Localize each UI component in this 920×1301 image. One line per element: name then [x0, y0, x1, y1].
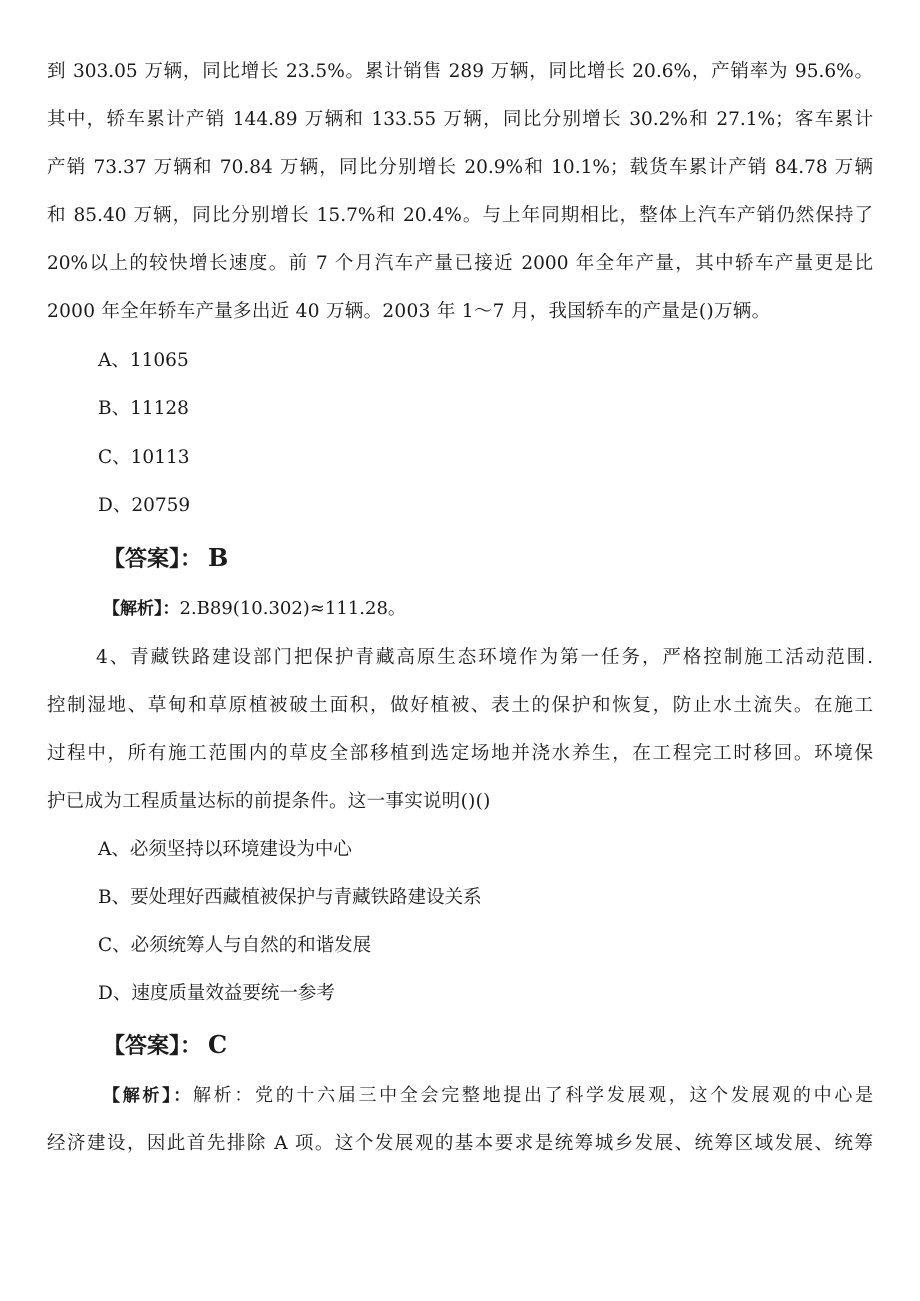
- q4-answer-label: 【答案】：: [103, 1034, 203, 1059]
- q3-explain-label: 【解析】：: [103, 599, 180, 619]
- q4-option-c: C、必须统筹人与自然的和谐发展: [98, 935, 372, 956]
- q3-stem-line-4: 和 85.40 万辆，同比分别增长 15.7%和 20.4%。与上年同期相比，整体上汽车产销仍然保持了: [47, 205, 873, 226]
- q3-stem-line-1: 到 303.05 万辆，同比增长 23.5%。累计销售 289 万辆，同比增长 20.6%，产销率为 95.6%。: [47, 61, 873, 82]
- q3-stem-line-6: 2000 年全年轿车产量多出近 40 万辆。2003 年 1～7 月，我国轿车的产量是()万辆。: [47, 301, 771, 322]
- q3-answer: [103, 543, 228, 575]
- q4-stem-line-4: 护已成为工程质量达标的前提条件。这一事实说明()(): [47, 791, 491, 812]
- q4-answer: [103, 1030, 227, 1062]
- q4-stem-line-2: 控制湿地、草甸和草原植被破土面积，做好植被、表土的保护和恢复，防止水土流失。在施工: [47, 695, 873, 716]
- q4-explain-label: 【解析】：: [103, 1086, 193, 1106]
- q4-explain-text-1: 解析：党的十六届三中全会完整地提出了科学发展观，这个发展观的中心是: [192, 1085, 873, 1106]
- q4-option-b: B、要处理好西藏植被保护与青藏铁路建设关系: [98, 887, 482, 908]
- q4-explain-line-2: 经济建设，因此首先排除 A 项。这个发展观的基本要求是统筹城乡发展、统筹区域发展、统筹: [47, 1133, 873, 1154]
- q4-option-a: A、必须坚持以环境建设为中心: [98, 839, 352, 860]
- q3-option-c: C、10113: [98, 447, 190, 468]
- q3-option-b: B、11128: [98, 398, 189, 419]
- q4-option-d: D、速度质量效益要统一参考: [98, 983, 335, 1004]
- q3-answer-value: B: [208, 543, 229, 572]
- q3-stem-line-3: 产销 73.37 万辆和 70.84 万辆，同比分别增长 20.9%和 10.1%；载货车累计产销 84.78 万辆: [47, 157, 873, 178]
- q3-explain-text: 2.B89(10.302)≈111.28。: [179, 598, 406, 619]
- q4-stem-line-1: 4、青藏铁路建设部门把保护青藏高原生态环境作为第一任务，严格控制施工活动范围.: [96, 647, 873, 668]
- q3-explanation: [103, 596, 406, 622]
- q3-option-d: D、20759: [98, 495, 191, 516]
- q3-answer-label: 【答案】：: [103, 547, 203, 572]
- q3-option-a: A、11065: [98, 350, 189, 371]
- q3-stem-line-2: 其中，轿车累计产销 144.89 万辆和 133.55 万辆，同比分别增长 30.2%和 27.1%；客车累计: [47, 109, 873, 130]
- q3-stem-line-5: 20%以上的较快增长速度。前 7 个月汽车产量已接近 2000 年全年产量，其中轿车产量更是比: [47, 253, 873, 274]
- q4-answer-value: C: [208, 1030, 228, 1059]
- q4-explain-line-1: [103, 1083, 873, 1109]
- q4-stem-line-3: 过程中，所有施工范围内的草皮全部移植到选定场地并浇水养生，在工程完工时移回。环境保: [47, 743, 873, 764]
